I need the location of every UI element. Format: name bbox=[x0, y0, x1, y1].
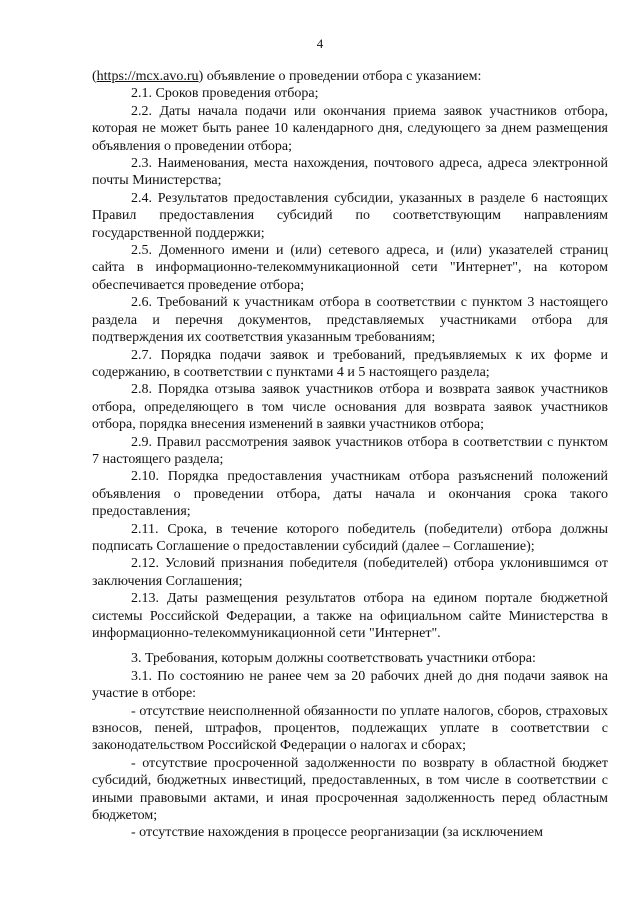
item-2-13: 2.13. Даты размещения результатов отбора на едином портале бюджетной системы Российской Федерации, а также на официальном сайте Министерства в информационно-телекоммуникационной сети "Интернет". bbox=[92, 591, 608, 641]
intro-paragraph bbox=[92, 68, 608, 85]
requirement-bullet: - отсутствие нахождения в процессе реорганизации (за исключением bbox=[131, 825, 543, 841]
item-2-12: 2.12. Условий признания победителя (победителей) отбора уклонившимся от заключения Соглашения; bbox=[92, 556, 608, 589]
requirement-bullet: - отсутствие неисполненной обязанности по уплате налогов, сборов, страховых взносов, пеней, штрафов, процентов, подлежащих уплате в соответствии с законодательством Российской Федерации о налогах и сборах; bbox=[92, 703, 608, 754]
item-2-5: 2.5. Доменного имени и (или) сетевого адреса, и (или) указателей страниц сайта в информационно-телекоммуникационной сети "Интернет", на котором обеспечивается проведение отбора; bbox=[92, 243, 608, 293]
requirement-bullet: - отсутствие просроченной задолженности по возврату в областной бюджет субсидий, бюджетных инвестиций, предоставленных, в том числе в соответствии с иными правовыми актами, и иная просроченная задолженность перед областным бюджетом; bbox=[92, 755, 608, 824]
section-3-heading: 3. Требования, которым должны соответствовать участники отбора: bbox=[131, 651, 536, 667]
item-2-3: 2.3. Наименования, места нахождения, почтового адреса, адреса электронной почты Министерства; bbox=[92, 156, 608, 189]
item-2-9: 2.9. Правил рассмотрения заявок участников отбора в соответствии с пунктом 7 настоящего раздела; bbox=[92, 434, 608, 467]
item-2-1: 2.1. Сроков проведения отбора; bbox=[131, 86, 319, 102]
document-body bbox=[92, 68, 608, 842]
page-number: 4 bbox=[316, 36, 324, 51]
intro-rest-text: ) объявление о проведении отбора с указанием: bbox=[198, 69, 482, 84]
item-2-10: 2.10. Порядка предоставления участникам отбора разъяснений положений объявления о проведении отбора, даты начала и окончания срока такого предоставления; bbox=[92, 469, 608, 520]
ministry-url-link[interactable]: https://mcx.avo.ru bbox=[96, 69, 199, 84]
item-2-2: 2.2. Даты начала подачи или окончания приема заявок участников отбора, которая не может быть ранее 10 календарного дня, следующего за днем размещения объявления о проведении отбора; bbox=[92, 103, 608, 154]
intro-open-paren: ( bbox=[92, 69, 97, 84]
item-2-8: 2.8. Порядка отзыва заявок участников отбора и возврата заявок участников отбора, определяющего в том числе основания для возврата заявок участников отбора, порядка внесения изменений в заявки участников отбора; bbox=[92, 382, 608, 433]
item-2-7: 2.7. Порядка подачи заявок и требований, предъявляемых к их форме и содержанию, в соответствии с пунктами 4 и 5 настоящего раздела; bbox=[92, 347, 608, 380]
item-2-11: 2.11. Срока, в течение которого победитель (победители) отбора должны подписать Соглашение о предоставлении субсидий (далее – Соглашение); bbox=[92, 521, 608, 554]
item-2-4: 2.4. Результатов предоставления субсидии, указанных в разделе 6 настоящих Правил предоставления субсидий по соответствующим направлениям государственной поддержки; bbox=[92, 190, 608, 241]
item-2-6: 2.6. Требований к участникам отбора в соответствии с пунктом 3 настоящего раздела и перечня документов, представляемых участниками отбора для подтверждения их соответствия указанным требованиям; bbox=[92, 295, 608, 346]
section-3-1: 3.1. По состоянию не ранее чем за 20 рабочих дней до дня подачи заявок на участие в отборе: bbox=[92, 668, 608, 702]
